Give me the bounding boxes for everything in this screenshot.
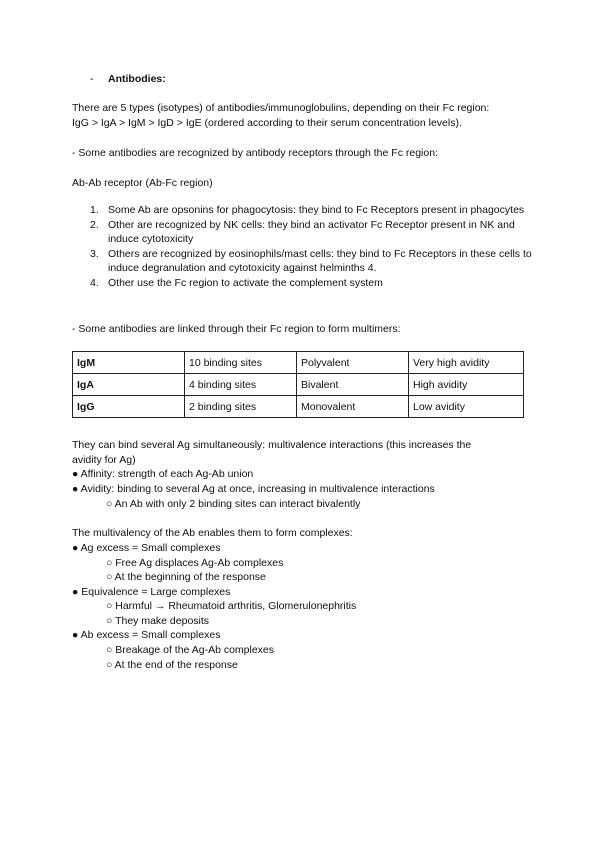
list-text: Others are recognized by eosinophils/mast cells: they bind to Fc Receptors in these cells to induce degranulation and cytotoxicity against helminths 4. bbox=[108, 248, 532, 274]
list-number: 4. bbox=[90, 277, 99, 289]
multivalence-line-2: avidity for Ag) bbox=[72, 454, 136, 466]
avidity-bullet: ● Avidity: binding to several Ag at once, increasing in multivalence interactions bbox=[72, 483, 435, 495]
heading-dash: - bbox=[90, 73, 94, 85]
ag-excess-sub-bullet: ○ At the beginning of the response bbox=[106, 571, 266, 583]
table-cell: IgG bbox=[73, 396, 185, 418]
heading-title: Antibodies: bbox=[108, 73, 166, 85]
table-cell: Low avidity bbox=[409, 396, 524, 418]
intro-line-1: There are 5 types (isotypes) of antibodies/immunoglobulins, depending on their Fc region: bbox=[72, 102, 490, 114]
table-cell: Very high avidity bbox=[409, 352, 524, 374]
ab-excess-bullet: ● Ab excess = Small complexes bbox=[72, 629, 221, 641]
list-item bbox=[72, 218, 532, 246]
multivalence-line-1: They can bind several Ag simultaneously: multivalence interactions (this increases the bbox=[72, 439, 472, 451]
equivalence-bullet: ● Equivalence = Large complexes bbox=[72, 586, 231, 598]
section-heading bbox=[90, 72, 166, 86]
list-item bbox=[72, 247, 532, 275]
table-cell: High avidity bbox=[409, 374, 524, 396]
multimers-paragraph: - Some antibodies are linked through their Fc region to form multimers: bbox=[72, 323, 401, 335]
ab-excess-sub-bullet: ○ At the end of the response bbox=[106, 659, 238, 671]
equivalence-sub-bullet: ○ They make deposits bbox=[106, 615, 210, 627]
ag-excess-bullet: ● Ag excess = Small complexes bbox=[72, 542, 221, 554]
table-cell: 4 binding sites bbox=[185, 374, 297, 396]
table-cell: 10 binding sites bbox=[185, 352, 297, 374]
complexes-intro: The multivalency of the Ab enables them to form complexes: bbox=[72, 527, 353, 539]
numbered-list bbox=[72, 203, 532, 291]
antibody-multimer-table bbox=[72, 351, 524, 418]
list-number: 1. bbox=[90, 204, 99, 216]
ab-ab-receptor-label: Ab-Ab receptor (Ab-Fc region) bbox=[72, 177, 213, 189]
list-item bbox=[72, 203, 532, 217]
intro-line-2: IgG > IgA > IgM > IgD > IgE (ordered according to their serum concentration levels). bbox=[72, 117, 462, 129]
table-row bbox=[73, 396, 524, 418]
list-text: Other use the Fc region to activate the complement system bbox=[108, 277, 383, 289]
equivalence-sub-bullet: ○ Harmful → Rheumatoid arthritis, Glomerulonephritis bbox=[106, 600, 357, 612]
table-cell: IgA bbox=[73, 374, 185, 396]
table-cell: Monovalent bbox=[297, 396, 409, 418]
table-cell: Polyvalent bbox=[297, 352, 409, 374]
table-cell: Bivalent bbox=[297, 374, 409, 396]
table-row bbox=[73, 352, 524, 374]
list-number: 3. bbox=[90, 248, 99, 260]
receptors-paragraph: - Some antibodies are recognized by antibody receptors through the Fc region: bbox=[72, 147, 438, 159]
list-text: Other are recognized by NK cells: they bind an activator Fc Receptor present in NK and induce cytotoxicity bbox=[108, 219, 515, 245]
table-row bbox=[73, 374, 524, 396]
table-cell: IgM bbox=[73, 352, 185, 374]
list-item bbox=[72, 276, 532, 290]
table-cell: 2 binding sites bbox=[185, 396, 297, 418]
ag-excess-sub-bullet: ○ Free Ag displaces Ag-Ab complexes bbox=[106, 557, 284, 569]
ab-excess-sub-bullet: ○ Breakage of the Ag-Ab complexes bbox=[106, 644, 275, 656]
list-text: Some Ab are opsonins for phagocytosis: they bind to Fc Receptors present in phagocytes bbox=[108, 204, 525, 216]
affinity-bullet: ● Affinity: strength of each Ag-Ab union bbox=[72, 468, 254, 480]
avidity-sub-bullet: ○ An Ab with only 2 binding sites can interact bivalently bbox=[106, 498, 361, 510]
list-number: 2. bbox=[90, 219, 99, 231]
